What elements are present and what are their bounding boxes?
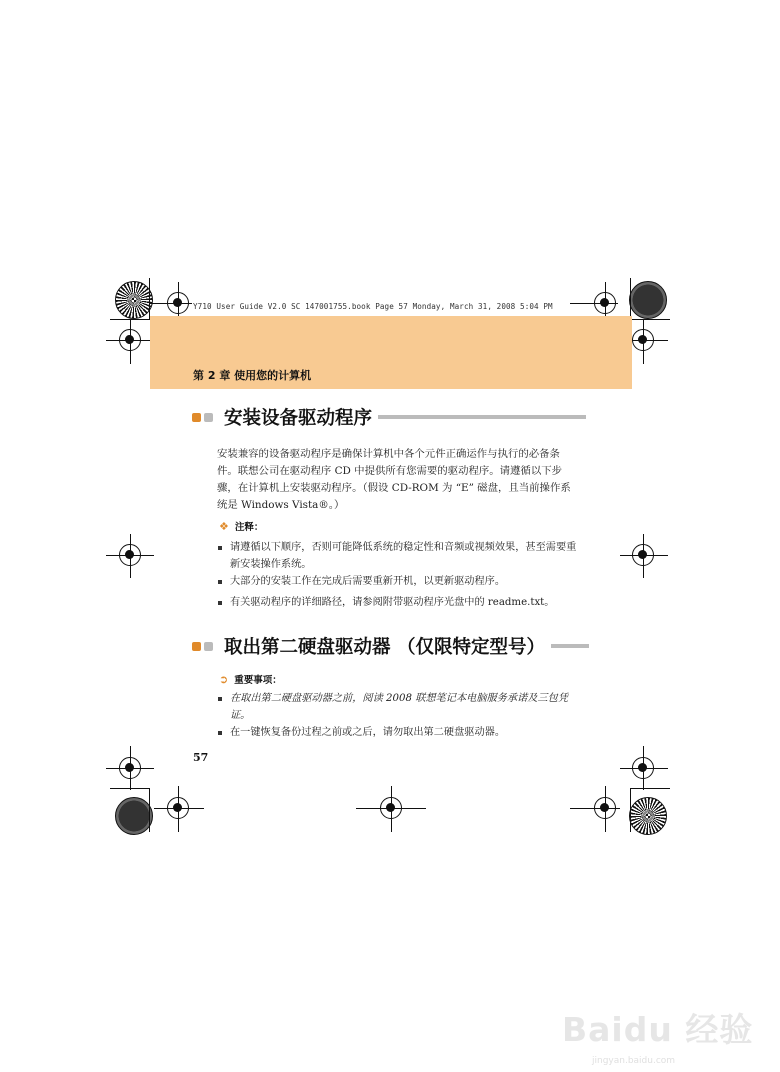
gray-square-icon bbox=[204, 413, 213, 422]
gray-square-icon bbox=[204, 642, 213, 651]
list-item bbox=[218, 539, 580, 573]
list-item bbox=[218, 690, 580, 724]
page-number: 57 bbox=[193, 751, 209, 764]
print-slug: Y710 User Guide V2.0 SC 147001755.book Page 57 Monday, March 31, 2008 5:04 PM bbox=[193, 302, 553, 311]
section-heading bbox=[192, 404, 586, 430]
section-rule bbox=[378, 415, 586, 419]
section-paragraph: 安装兼容的设备驱动程序是确保计算机中各个元件正确运作与执行的必备条件。联想公司在驱动程序 CD 中提供所有您需要的驱动程序。请遵循以下步骤，在计算机上安装驱动程序。（假设 CD-ROM 为 “E” 磁盘，且当前操作系统是 Windows Vista®。） bbox=[217, 448, 571, 511]
arrow-important-icon: ➲ bbox=[219, 672, 229, 686]
section-title: 安装设备驱动程序 bbox=[224, 408, 373, 429]
list-item bbox=[218, 594, 580, 611]
chapter-title: 第 2 章 使用您的计算机 bbox=[193, 369, 312, 382]
orange-square-icon bbox=[192, 413, 201, 422]
section-title: 取出第二硬盘驱动器 （仅限特定型号） bbox=[224, 637, 545, 658]
registration-sunburst-icon bbox=[629, 797, 667, 835]
registration-sunburst-icon bbox=[115, 281, 153, 319]
watermark-logo: Baidu 经验 bbox=[562, 1010, 754, 1049]
important-label: 重要事项： bbox=[234, 675, 282, 686]
diamond-note-icon: ❖ bbox=[219, 519, 229, 533]
list-item-text: 请遵循以下顺序，否则可能降低系统的稳定性和音频或视频效果，甚至需要重新安装操作系统。 bbox=[230, 542, 577, 570]
orange-square-icon bbox=[192, 642, 201, 651]
list-item-text: 在取出第二硬盘驱动器之前，阅读 2008 联想笔记本电脑服务承诺及三包凭证。 bbox=[230, 693, 569, 721]
bullet-icon bbox=[218, 731, 222, 735]
bullet-icon bbox=[218, 546, 222, 550]
bullet-icon bbox=[218, 601, 222, 605]
registration-sunburst-icon bbox=[629, 281, 667, 319]
section-rule bbox=[551, 644, 589, 648]
list-item-text: 在一键恢复备份过程之前或之后，请勿取出第二硬盘驱动器。 bbox=[230, 727, 506, 738]
watermark-url: jingyan.baidu.com bbox=[592, 1056, 676, 1066]
list-item-text: 有关驱动程序的详细路径，请参阅附带驱动程序光盘中的 readme.txt。 bbox=[230, 597, 555, 608]
section-heading bbox=[192, 633, 589, 659]
note-label: 注释： bbox=[234, 522, 264, 533]
registration-sunburst-icon bbox=[115, 797, 153, 835]
list-item bbox=[218, 573, 580, 590]
note-heading bbox=[219, 519, 263, 533]
list-item-text: 大部分的安装工作在完成后需要重新开机，以更新驱动程序。 bbox=[230, 576, 506, 587]
bullet-icon bbox=[218, 580, 222, 584]
list-item bbox=[218, 724, 580, 741]
important-heading bbox=[219, 672, 282, 686]
bullet-icon bbox=[218, 697, 222, 701]
